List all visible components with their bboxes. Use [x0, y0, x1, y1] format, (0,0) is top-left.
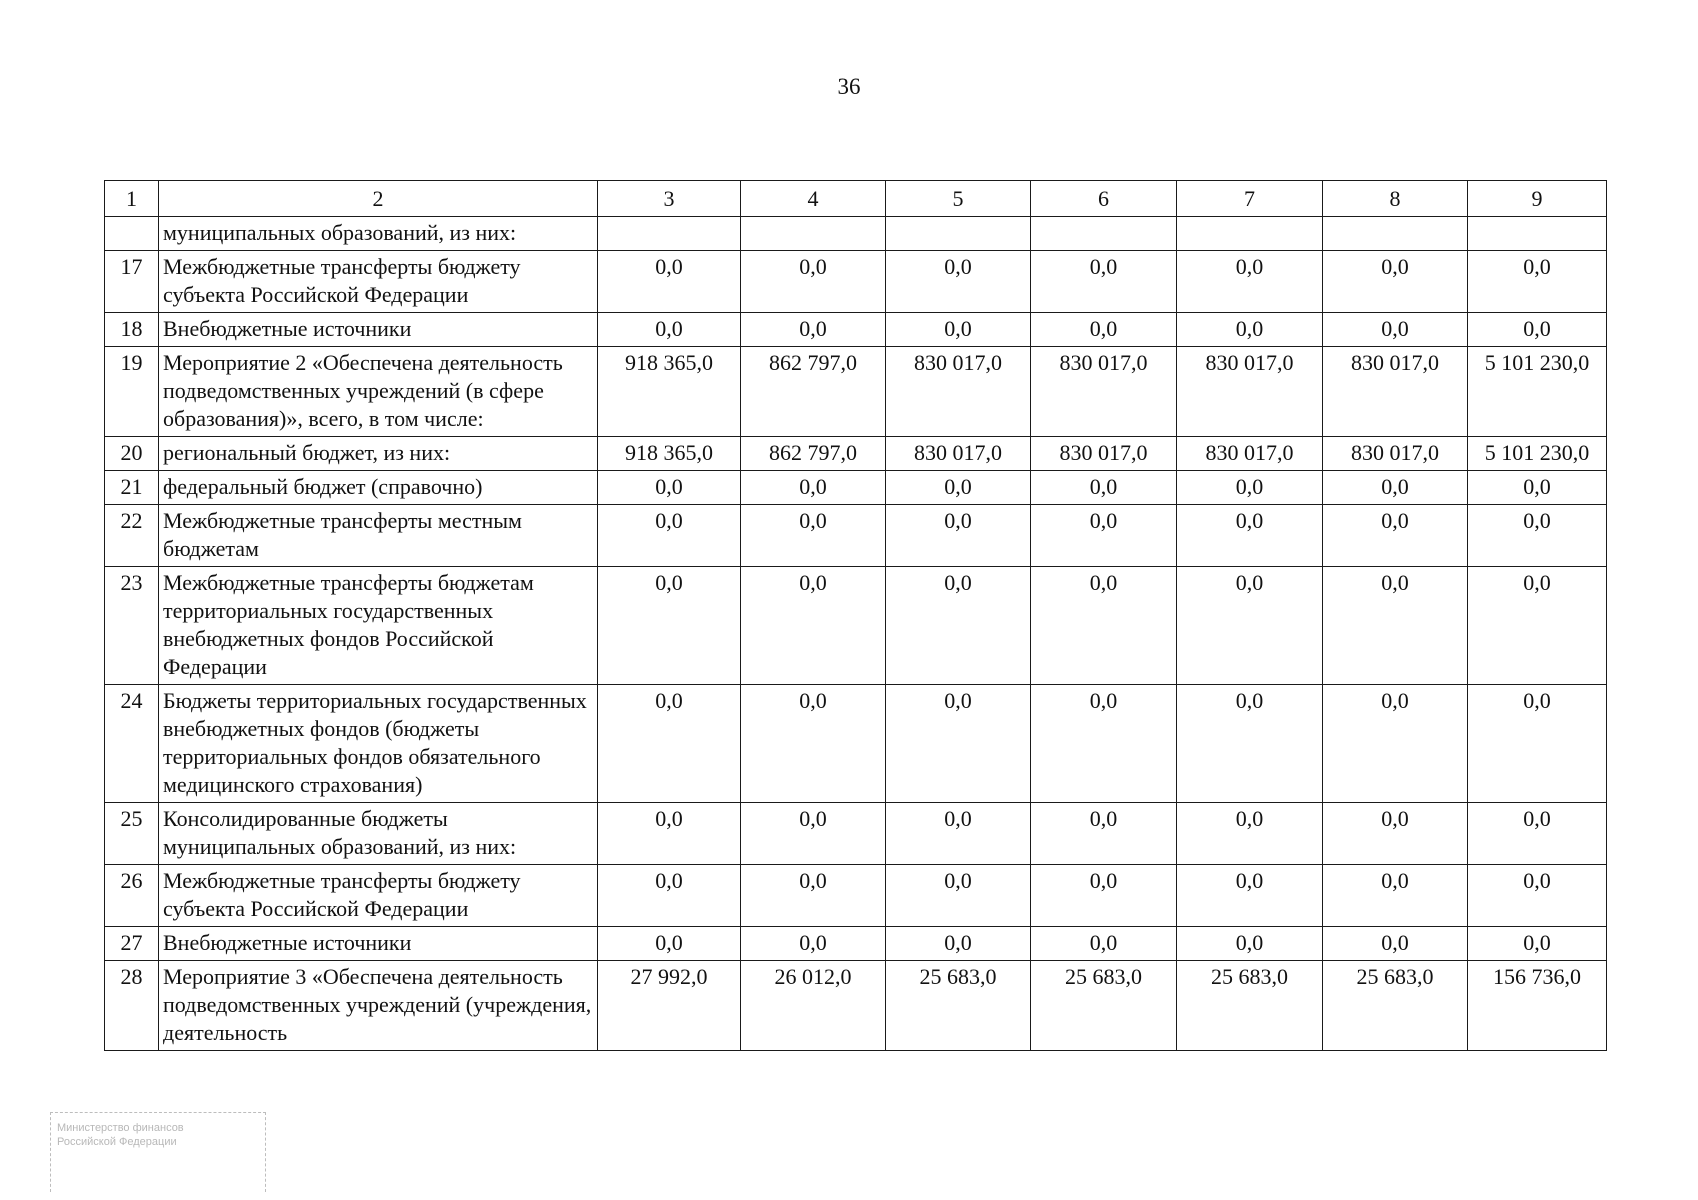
table-row [105, 217, 1607, 251]
row-description: муниципальных образований, из них: [159, 217, 598, 251]
column-header: 9 [1468, 181, 1607, 217]
column-header: 6 [1031, 181, 1177, 217]
value-cell [886, 217, 1031, 251]
value-cell: 830 017,0 [1177, 347, 1323, 437]
table-header-row [105, 181, 1607, 217]
value-cell: 830 017,0 [1323, 347, 1468, 437]
page-number: 36 [837, 74, 861, 99]
value-cell [1468, 217, 1607, 251]
row-description: Внебюджетные источники [159, 927, 598, 961]
value-cell: 0,0 [741, 313, 886, 347]
row-number: 26 [105, 865, 159, 927]
value-cell: 830 017,0 [1031, 437, 1177, 471]
value-cell: 0,0 [1177, 567, 1323, 685]
value-cell: 0,0 [741, 685, 886, 803]
value-cell: 0,0 [1031, 567, 1177, 685]
value-cell: 0,0 [741, 251, 886, 313]
value-cell: 0,0 [1323, 313, 1468, 347]
value-cell: 0,0 [741, 505, 886, 567]
column-header: 4 [741, 181, 886, 217]
value-cell [741, 217, 886, 251]
value-cell: 0,0 [1031, 313, 1177, 347]
table-row [105, 251, 1607, 313]
value-cell: 830 017,0 [886, 347, 1031, 437]
table-row [105, 313, 1607, 347]
table-row [105, 961, 1607, 1051]
row-number: 23 [105, 567, 159, 685]
row-description: Межбюджетные трансферты местным бюджетам [159, 505, 598, 567]
row-description: региональный бюджет, из них: [159, 437, 598, 471]
value-cell: 0,0 [598, 313, 741, 347]
table-row [105, 927, 1607, 961]
value-cell: 5 101 230,0 [1468, 347, 1607, 437]
row-number: 21 [105, 471, 159, 505]
value-cell: 0,0 [1468, 313, 1607, 347]
value-cell: 0,0 [1177, 313, 1323, 347]
column-header: 2 [159, 181, 598, 217]
value-cell: 0,0 [1177, 803, 1323, 865]
value-cell: 0,0 [886, 927, 1031, 961]
value-cell: 0,0 [1031, 685, 1177, 803]
value-cell: 27 992,0 [598, 961, 741, 1051]
row-number: 28 [105, 961, 159, 1051]
table-row [105, 865, 1607, 927]
stamp-line: Российской Федерации [57, 1136, 177, 1148]
value-cell: 0,0 [741, 803, 886, 865]
value-cell: 0,0 [1468, 685, 1607, 803]
value-cell: 0,0 [1323, 803, 1468, 865]
row-description: Мероприятие 3 «Обеспечена деятельность подведомственных учреждений (учреждения, деятельность [159, 961, 598, 1051]
value-cell: 0,0 [1323, 505, 1468, 567]
value-cell: 0,0 [1468, 803, 1607, 865]
value-cell: 0,0 [1031, 505, 1177, 567]
table-row [105, 347, 1607, 437]
row-description: Бюджеты территориальных государственных внебюджетных фондов (бюджеты территориальных фондов обязательного медицинского страхования) [159, 685, 598, 803]
column-header: 1 [105, 181, 159, 217]
value-cell: 0,0 [1031, 251, 1177, 313]
value-cell: 0,0 [886, 251, 1031, 313]
value-cell: 0,0 [1323, 927, 1468, 961]
value-cell: 25 683,0 [1031, 961, 1177, 1051]
row-number: 18 [105, 313, 159, 347]
row-description: Консолидированные бюджеты муниципальных образований, из них: [159, 803, 598, 865]
value-cell [1323, 217, 1468, 251]
value-cell: 0,0 [1323, 471, 1468, 505]
value-cell: 0,0 [1323, 865, 1468, 927]
value-cell: 0,0 [886, 313, 1031, 347]
value-cell [1177, 217, 1323, 251]
value-cell: 0,0 [598, 567, 741, 685]
value-cell: 25 683,0 [1323, 961, 1468, 1051]
value-cell: 0,0 [1177, 471, 1323, 505]
value-cell: 830 017,0 [1323, 437, 1468, 471]
value-cell: 0,0 [1468, 505, 1607, 567]
value-cell: 0,0 [741, 865, 886, 927]
value-cell: 0,0 [598, 685, 741, 803]
value-cell: 0,0 [741, 471, 886, 505]
value-cell: 0,0 [741, 567, 886, 685]
row-number: 20 [105, 437, 159, 471]
column-header: 8 [1323, 181, 1468, 217]
value-cell: 918 365,0 [598, 437, 741, 471]
table-row [105, 685, 1607, 803]
value-cell: 0,0 [1468, 567, 1607, 685]
value-cell: 830 017,0 [1177, 437, 1323, 471]
row-description: федеральный бюджет (справочно) [159, 471, 598, 505]
value-cell: 0,0 [598, 927, 741, 961]
budget-table [104, 180, 1607, 1051]
table-row [105, 803, 1607, 865]
value-cell: 0,0 [1177, 251, 1323, 313]
value-cell: 156 736,0 [1468, 961, 1607, 1051]
row-description: Межбюджетные трансферты бюджету субъекта Российской Федерации [159, 865, 598, 927]
value-cell [598, 217, 741, 251]
value-cell: 0,0 [886, 505, 1031, 567]
value-cell: 0,0 [886, 567, 1031, 685]
value-cell: 5 101 230,0 [1468, 437, 1607, 471]
column-header: 7 [1177, 181, 1323, 217]
value-cell: 862 797,0 [741, 437, 886, 471]
value-cell: 25 683,0 [886, 961, 1031, 1051]
value-cell: 0,0 [598, 865, 741, 927]
value-cell: 0,0 [598, 803, 741, 865]
table-row [105, 471, 1607, 505]
value-cell: 0,0 [1031, 865, 1177, 927]
table-row [105, 567, 1607, 685]
row-number: 19 [105, 347, 159, 437]
row-number: 25 [105, 803, 159, 865]
value-cell: 0,0 [886, 685, 1031, 803]
row-description: Мероприятие 2 «Обеспечена деятельность подведомственных учреждений (в сфере образования)», всего, в том числе: [159, 347, 598, 437]
row-description: Внебюджетные источники [159, 313, 598, 347]
value-cell: 0,0 [1177, 505, 1323, 567]
value-cell: 0,0 [1031, 927, 1177, 961]
row-number: 17 [105, 251, 159, 313]
value-cell: 0,0 [1177, 685, 1323, 803]
table-row [105, 505, 1607, 567]
value-cell: 0,0 [1468, 927, 1607, 961]
official-stamp [50, 1112, 266, 1192]
value-cell: 0,0 [1177, 865, 1323, 927]
value-cell: 25 683,0 [1177, 961, 1323, 1051]
value-cell: 0,0 [886, 471, 1031, 505]
row-number [105, 217, 159, 251]
table-body [105, 217, 1607, 1051]
value-cell: 0,0 [1323, 251, 1468, 313]
row-description: Межбюджетные трансферты бюджетам территориальных государственных внебюджетных фондов Российской Федерации [159, 567, 598, 685]
column-header: 5 [886, 181, 1031, 217]
value-cell: 0,0 [1323, 685, 1468, 803]
value-cell: 26 012,0 [741, 961, 886, 1051]
column-header: 3 [598, 181, 741, 217]
value-cell: 918 365,0 [598, 347, 741, 437]
value-cell: 0,0 [1468, 865, 1607, 927]
row-description: Межбюджетные трансферты бюджету субъекта Российской Федерации [159, 251, 598, 313]
row-number: 27 [105, 927, 159, 961]
value-cell: 0,0 [886, 865, 1031, 927]
value-cell [1031, 217, 1177, 251]
value-cell: 0,0 [1468, 471, 1607, 505]
value-cell: 0,0 [1468, 251, 1607, 313]
value-cell: 0,0 [598, 251, 741, 313]
value-cell: 862 797,0 [741, 347, 886, 437]
value-cell: 0,0 [1323, 567, 1468, 685]
value-cell: 0,0 [1031, 803, 1177, 865]
value-cell: 830 017,0 [1031, 347, 1177, 437]
value-cell: 0,0 [1177, 927, 1323, 961]
row-number: 24 [105, 685, 159, 803]
row-number: 22 [105, 505, 159, 567]
value-cell: 0,0 [886, 803, 1031, 865]
stamp-line: Министерство финансов [57, 1122, 184, 1134]
table-row [105, 437, 1607, 471]
value-cell: 0,0 [1031, 471, 1177, 505]
value-cell: 0,0 [598, 471, 741, 505]
value-cell: 0,0 [741, 927, 886, 961]
value-cell: 830 017,0 [886, 437, 1031, 471]
value-cell: 0,0 [598, 505, 741, 567]
